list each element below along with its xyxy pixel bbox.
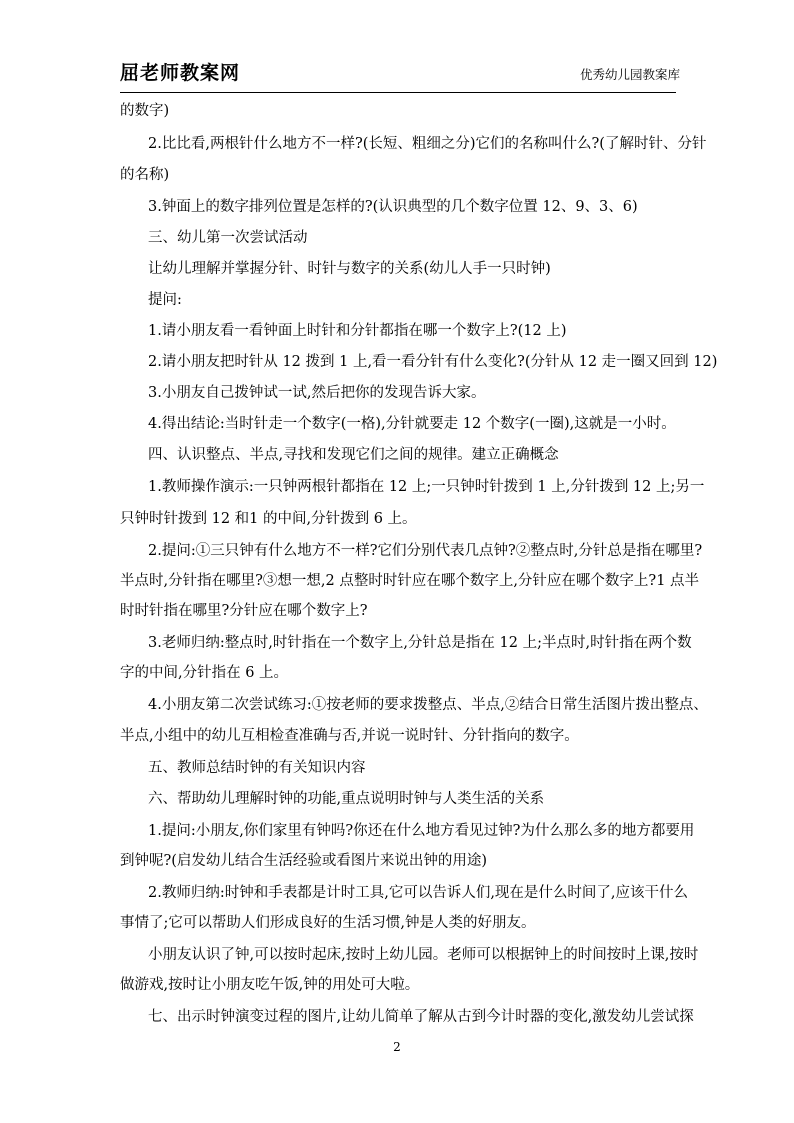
body-line: 小朋友认识了钟,可以按时起床,按时上幼儿园。老师可以根据钟上的时间按时上课,按时 (148, 947, 699, 963)
body-line: 1.教师操作演示:一只钟两根针都指在 12 上;一只钟时针拨到 1 上,分针拨到 12 上;另一 (148, 479, 705, 495)
body-line: 做游戏,按时让小朋友吃午饭,钟的用处可大啦。 (120, 977, 420, 993)
body-line: 到钟呢?(启发幼儿结合生活经验或看图片来说出钟的用途) (120, 853, 488, 869)
section-heading: 五、教师总结时钟的有关知识内容 (148, 760, 366, 776)
site-title: 屈老师教案网 (120, 62, 241, 84)
body-line: 时时针指在哪里?分针应在哪个数字上? (120, 603, 368, 619)
body-line: 让幼儿理解并掌握分针、时针与数字的关系(幼儿人手一只时钟) (148, 261, 551, 277)
body-line: 3.小朋友自己拨钟试一试,然后把你的发现告诉大家。 (148, 385, 486, 401)
body-line: 的名称) (120, 167, 170, 183)
body-line: 3.老师归纳:整点时,时针指在一个数字上,分针总是指在 12 上;半点时,时针指在两个数 (148, 635, 692, 651)
body-line: 只钟时针拨到 12 和1 的中间,分针拨到 6 上。 (120, 511, 417, 527)
body-line: 2.教师归纳:时钟和手表都是计时工具,它可以告诉人们,现在是什么时间了,应该干什么 (148, 885, 689, 901)
body-line: 1.提问:小朋友,你们家里有钟吗?你还在什么地方看见过钟?为什么那么多的地方都要用 (148, 823, 695, 839)
body-line: 的数字) (120, 103, 170, 119)
site-subtitle: 优秀幼儿园教案库 (579, 67, 680, 82)
page-number: 2 (393, 1040, 401, 1054)
body-line: 2.提问:①三只钟有什么地方不一样?它们分别代表几点钟?②整点时,分针总是指在哪里? (148, 543, 703, 559)
body-line: 半点,小组中的幼儿互相检查准确与否,并说一说时针、分针指向的数字。 (120, 728, 579, 744)
body-line: 2.比比看,两根针什么地方不一样?(长短、粗细之分)它们的名称叫什么?(了解时针、分针 (148, 136, 707, 152)
body-line: 3.钟面上的数字排列位置是怎样的?(认识典型的几个数字位置 12、9、3、6) (148, 199, 638, 215)
body-line: 2.请小朋友把时针从 12 拨到 1 上,看一看分针有什么变化?(分针从 12 走一圈又回到 12) (148, 354, 718, 370)
body-line: 提问: (148, 292, 182, 308)
body-line: 字的中间,分针指在 6 上。 (120, 665, 289, 681)
body-line: 事情了;它可以帮助人们形成良好的生活习惯,钟是人类的好朋友。 (120, 915, 536, 931)
section-heading: 六、帮助幼儿理解时钟的功能,重点说明时钟与人类生活的关系 (148, 791, 545, 807)
body-line: 半点时,分针指在哪里?③想一想,2 点整时时针应在哪个数字上,分针应在哪个数字上?1 点半 (120, 573, 700, 589)
body-line: 1.请小朋友看一看钟面上时针和分针都指在哪一个数字上?(12 上) (148, 323, 567, 339)
body-line: 4.小朋友第二次尝试练习:①按老师的要求拨整点、半点,②结合日常生活图片拨出整点、 (148, 697, 708, 713)
section-heading: 三、幼儿第一次尝试活动 (148, 230, 308, 246)
page-header (120, 58, 680, 88)
header-rule (120, 92, 676, 93)
section-heading: 七、出示时钟演变过程的图片,让幼儿简单了解从古到今计时器的变化,激发幼儿尝试探 (148, 1009, 694, 1025)
section-heading: 四、认识整点、半点,寻找和发现它们之间的规律。建立正确概念 (148, 447, 559, 463)
body-line: 4.得出结论:当时针走一个数字(一格),分针就要走 12 个数字(一圈),这就是一小时。 (148, 416, 676, 432)
